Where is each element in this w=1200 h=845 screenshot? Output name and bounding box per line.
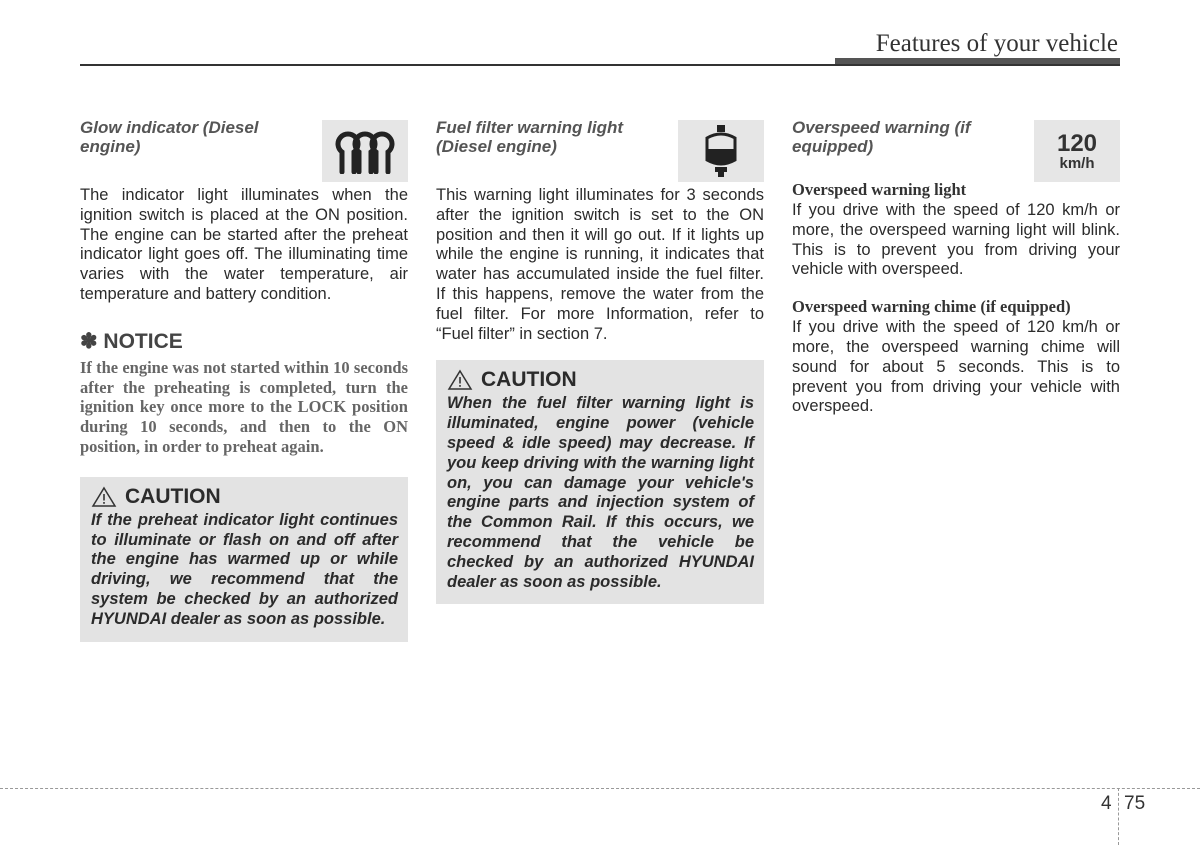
speed-limit-unit: km/h [1059, 154, 1095, 172]
caution-heading: CAUTION [481, 368, 577, 392]
overspeed-title: Overspeed warning (if equipped) [792, 118, 971, 156]
overspeed-chime-heading: Overspeed warning chime (if equipped) [792, 297, 1071, 317]
notice-body: If the engine was not started within 10 seconds after the preheating is completed, turn the ignition key once more to the LOCK position during 10 seconds, and then to the ON position, in order to preheat again. [80, 357, 408, 456]
glow-indicator-icon-box [322, 120, 408, 182]
glow-indicator-section [80, 118, 408, 642]
overspeed-icon-box [1034, 120, 1120, 182]
fuel-filter-section [436, 118, 764, 604]
fuel-caution-box [436, 360, 764, 604]
fuel-filter-icon [701, 124, 741, 178]
warning-triangle-icon [447, 369, 473, 391]
overspeed-light-body: If you drive with the speed of 120 km/h or more, the overspeed warning light will blink. This is to prevent you from driving your vehicle with overspeed. [792, 201, 1120, 279]
glow-plug-icon [330, 128, 400, 174]
caution-heading: CAUTION [125, 484, 221, 508]
overspeed-light-heading: Overspeed warning light [792, 180, 967, 199]
overspeed-section [792, 118, 1120, 417]
footer-dashed-rule [0, 788, 1200, 789]
fuel-filter-title: Fuel filter warning light (Diesel engine) [436, 118, 623, 156]
header-rule [80, 64, 1120, 66]
glow-indicator-title: Glow indicator (Diesel engine) [80, 118, 259, 156]
speed-limit-number: 120 [1056, 129, 1098, 157]
chapter-number: 4 [1101, 793, 1112, 814]
page-header-title: Features of your vehicle [875, 30, 1118, 57]
glow-indicator-body: The indicator light illuminates when the ignition switch is placed at the ON position. The engine can be started after the preheat indicator light goes off. The illuminating time varies with the water temperature, air temperature and battery condition. [80, 186, 408, 303]
glow-caution-body: If the preheat indicator light continues to illuminate or flash on and off after the engine has warmed up or while driving, we recommend that the system be checked by an authorized HYUNDAI dealer as soon as possible. [91, 510, 398, 628]
warning-triangle-icon [91, 486, 117, 508]
fuel-filter-icon-box [678, 120, 764, 182]
overspeed-chime-body: If you drive with the speed of 120 km/h or more, the overspeed warning chime will sound for about 5 seconds. This is to prevent you from driving your vehicle with overspeed. [792, 318, 1120, 416]
notice-heading: ✽ NOTICE [80, 329, 183, 353]
footer-vertical-divider [1118, 788, 1119, 845]
fuel-filter-body: This warning light illuminates for 3 seconds after the ignition switch is set to the ON position and then it will go out. If it lights up while the engine is running, it indicates that water has accumulated inside the fuel filter. If this happens, remove the water from the fuel filter. For more Information, refer to “Fuel filter” in section 7. [436, 186, 764, 343]
page-number: 75 [1124, 793, 1146, 814]
glow-caution-box [80, 477, 408, 642]
fuel-caution-body: When the fuel filter warning light is illuminated, engine power (vehicle speed & idle speed) may decrease. If you keep driving with the warning light on, you can damage your vehicle's engine parts and injection system of the Common Rail. If this occurs, we recommend that the vehicle be checked by an authorized HYUNDAI dealer as soon as possible. [447, 394, 754, 591]
